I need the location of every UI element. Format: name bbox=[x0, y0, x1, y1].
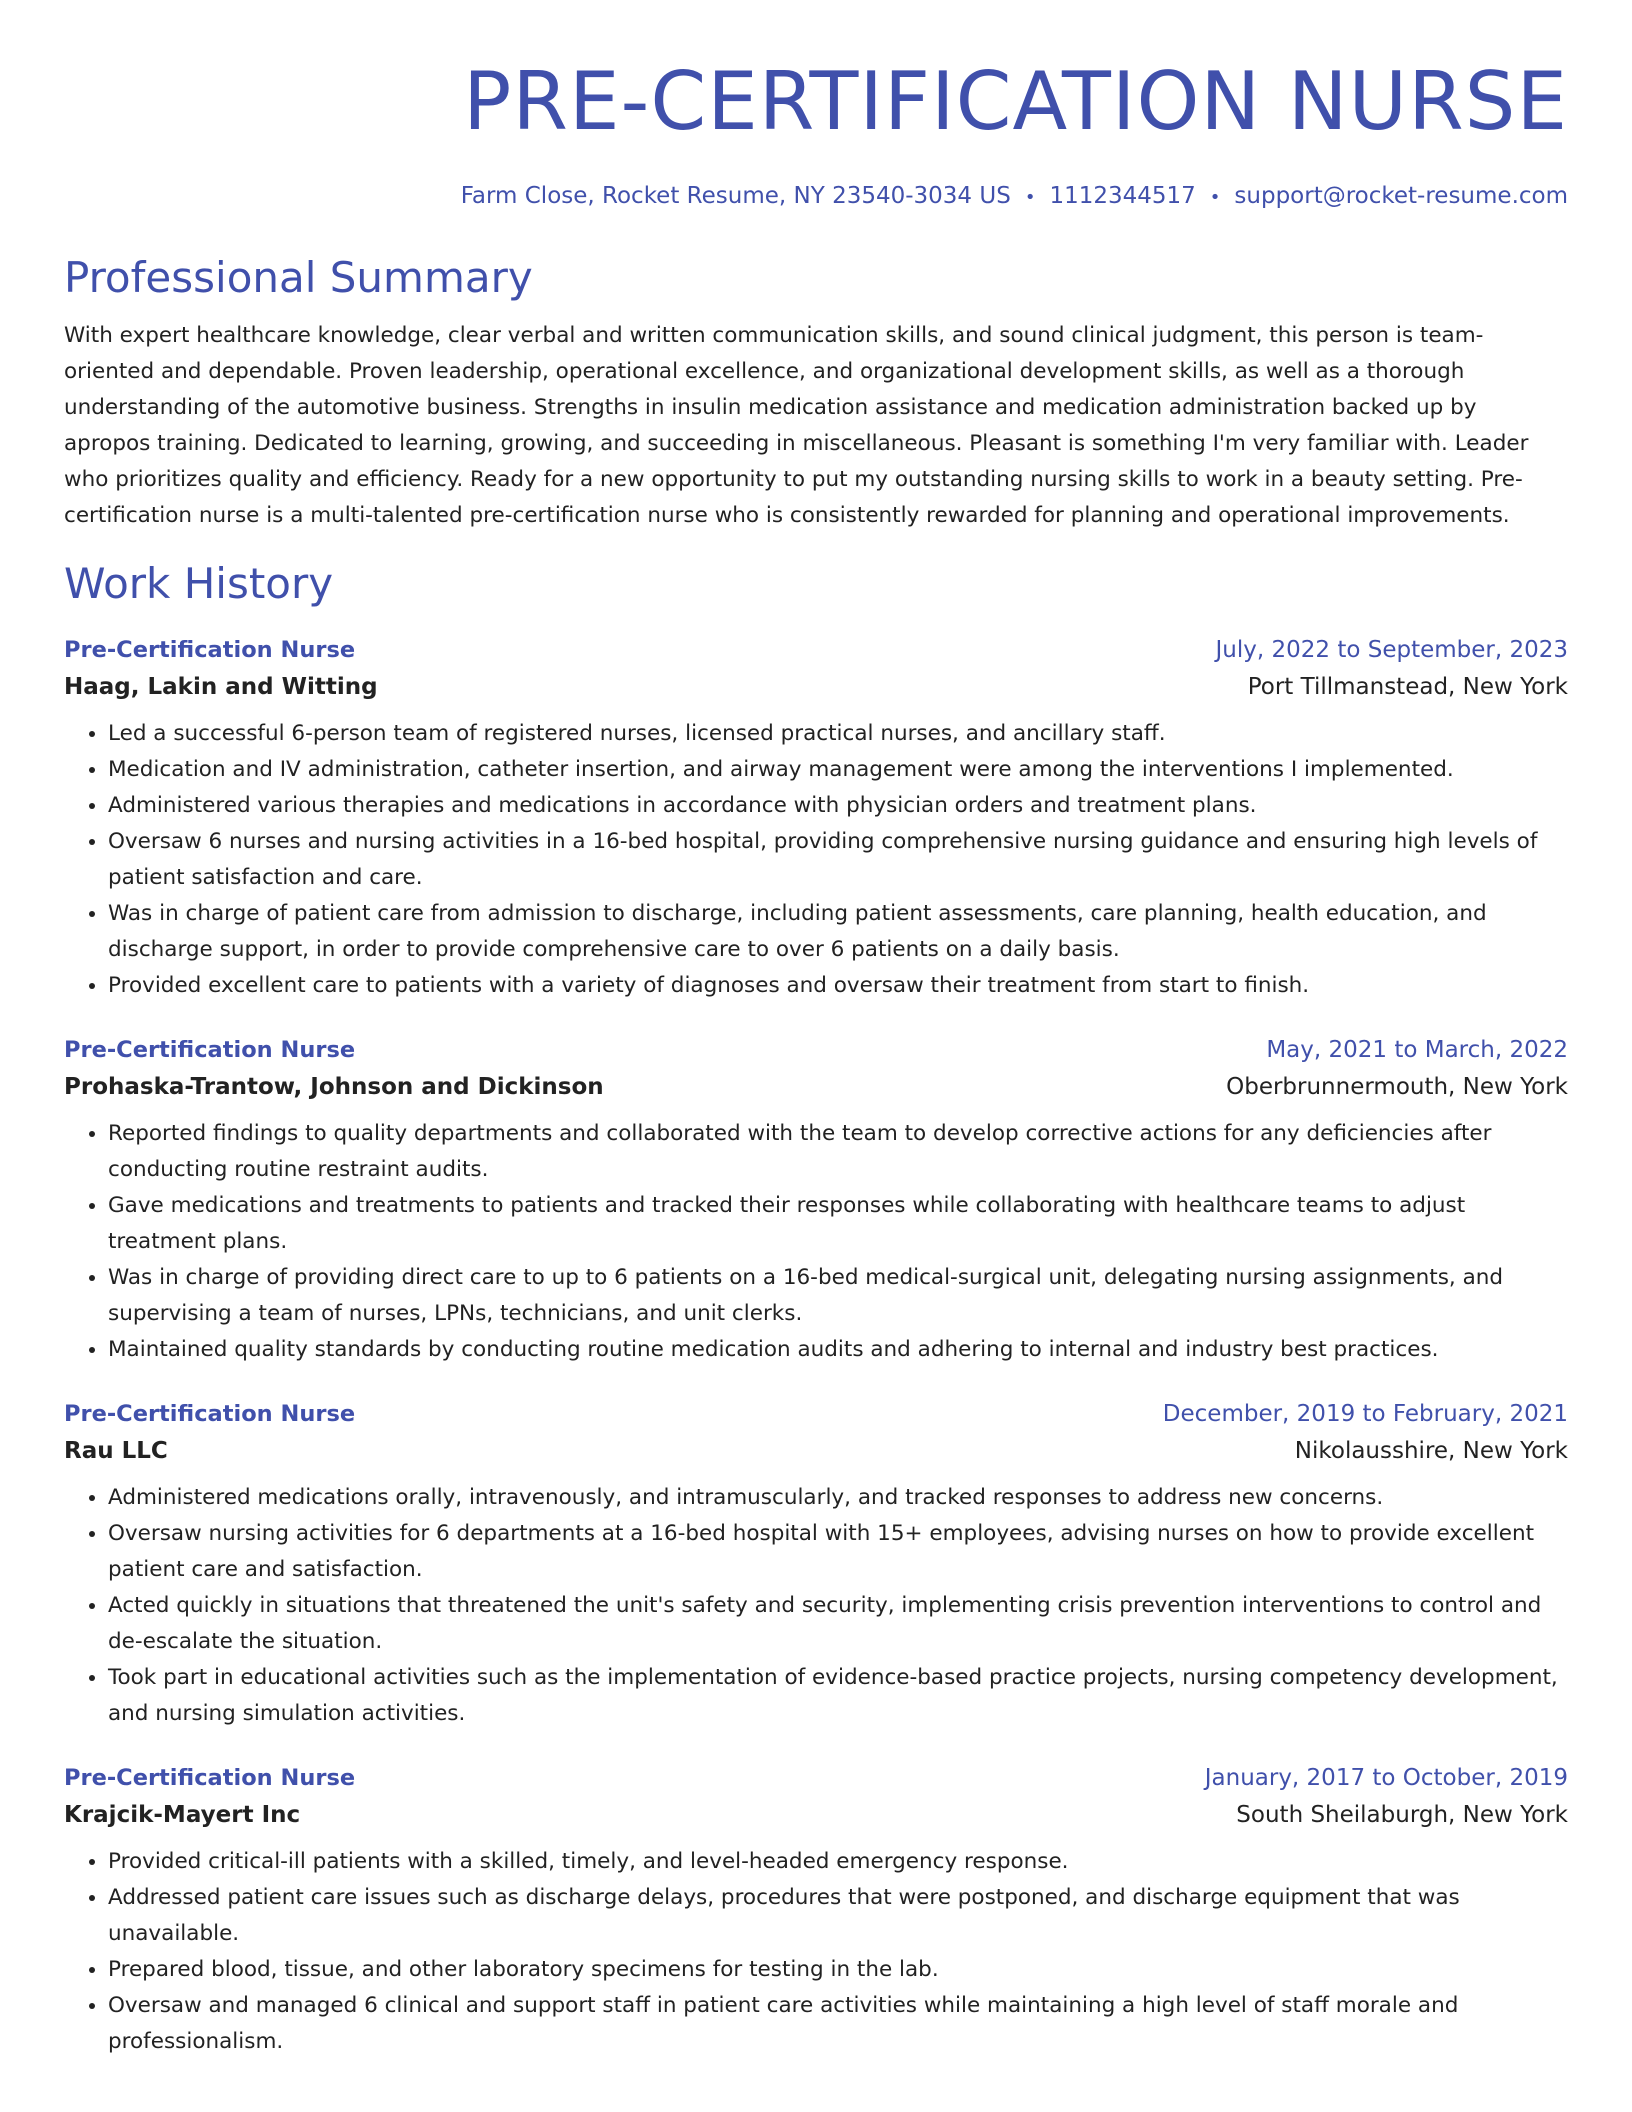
job-bullet: • Was in charge of providing direct care to up to 6 patients on a 16-bed medical-surgical unit, delegating nursing assignments, and supervising a team of nurses, LPNs, technicians, and unit clerks. bbox=[108, 1260, 1568, 1332]
job-company-row bbox=[64, 1068, 1568, 1106]
job-bullet: • Took part in educational activities such as the implementation of evidence-based practice projects, nursing competency development, and nursing simulation activities. bbox=[108, 1660, 1568, 1732]
job-bullet: • Oversaw and managed 6 clinical and support staff in patient care activities while maintaining a high level of staff morale and professionalism. bbox=[108, 1988, 1568, 2060]
job-title-row bbox=[64, 1032, 1568, 1068]
job-bullet: • Addressed patient care issues such as discharge delays, procedures that were postponed, and discharge equipment that was unavailable. bbox=[108, 1880, 1568, 1952]
job-bullet: • Acted quickly in situations that threatened the unit's safety and security, implementing crisis prevention interventions to control and de-escalate the situation. bbox=[108, 1588, 1568, 1660]
job-title: Pre-Certification Nurse bbox=[64, 1037, 356, 1063]
job-location: Port Tillmanstead, New York bbox=[1247, 674, 1568, 700]
job-company: Krajcik-Mayert Inc bbox=[64, 1802, 301, 1828]
job-dates: July, 2022 to September, 2023 bbox=[1215, 637, 1568, 663]
contact-line bbox=[64, 180, 1568, 214]
job-bullet: • Gave medications and treatments to patients and tracked their responses while collaborating with healthcare teams to adjust treatment plans. bbox=[108, 1188, 1568, 1260]
job-location: Nikolausshire, New York bbox=[1294, 1438, 1568, 1464]
job-bullet: • Oversaw nursing activities for 6 departments at a 16-bed hospital with 15+ employees, advising nurses on how to provide excellent patient care and satisfaction. bbox=[108, 1516, 1568, 1588]
job-dates: December, 2019 to February, 2021 bbox=[1162, 1401, 1568, 1427]
work-history-heading: Work History bbox=[64, 559, 334, 608]
candidate-title: PRE-CERTIFICATION NURSE bbox=[463, 55, 1568, 148]
job-bullet: • Reported findings to quality departments and collaborated with the team to develop corrective actions for any deficiencies after conducting routine restraint audits. bbox=[108, 1116, 1568, 1188]
job-title: Pre-Certification Nurse bbox=[64, 1401, 356, 1427]
job-bullet: • Led a successful 6-person team of registered nurses, licensed practical nurses, and ancillary staff. bbox=[108, 716, 1568, 752]
summary-text: With expert healthcare knowledge, clear verbal and written communication skills, and sound clinical judgment, this person is team-oriented and dependable. Proven leadership, operational excellence, and organizational development skills, as well as a thorough understanding of the automotive business. Strengths in insulin medication assistance and medication administration backed up by apropos training. Dedicated to learning, growing, and succeeding in miscellaneous. Pleasant is something I'm very familiar with. Leader who prioritizes quality and efficiency. Ready for a new opportunity to put my outstanding nursing skills to work in a beauty setting. Pre-certification nurse is a multi-talented pre-certification nurse who is consistently rewarded for planning and operational improvements. bbox=[64, 323, 1529, 528]
job-bullets bbox=[64, 1844, 1568, 2060]
job-bullet: • Provided excellent care to patients with a variety of diagnoses and oversaw their treatment from start to finish. bbox=[108, 968, 1568, 1004]
job-company-row bbox=[64, 1796, 1568, 1834]
job-company: Rau LLC bbox=[64, 1438, 168, 1464]
job-location: South Sheilaburgh, New York bbox=[1236, 1802, 1568, 1828]
job-company: Haag, Lakin and Witting bbox=[64, 674, 378, 700]
job-bullet: • Administered medications orally, intravenously, and intramuscularly, and tracked responses to address new concerns. bbox=[108, 1480, 1568, 1516]
job-bullets bbox=[64, 716, 1568, 1004]
job-entry bbox=[64, 1396, 1568, 1732]
job-company-row bbox=[64, 1432, 1568, 1470]
job-entry bbox=[64, 1032, 1568, 1368]
job-title: Pre-Certification Nurse bbox=[64, 637, 356, 663]
contact-address: Farm Close, Rocket Resume, NY 23540-3034 US bbox=[460, 183, 1011, 209]
resume-header bbox=[64, 0, 1568, 214]
job-bullet: • Oversaw 6 nurses and nursing activities in a 16-bed hospital, providing comprehensive nursing guidance and ensuring high levels of patient satisfaction and care. bbox=[108, 824, 1568, 896]
job-title-row bbox=[64, 1760, 1568, 1796]
job-bullet: • Maintained quality standards by conducting routine medication audits and adhering to internal and industry best practices. bbox=[108, 1332, 1568, 1368]
job-title-row bbox=[64, 1396, 1568, 1432]
summary-heading: Professional Summary bbox=[64, 253, 533, 302]
job-bullets bbox=[64, 1480, 1568, 1732]
job-bullet: • Prepared blood, tissue, and other laboratory specimens for testing in the lab. bbox=[108, 1952, 1568, 1988]
contact-email[interactable]: support@rocket-resume.com bbox=[1234, 183, 1568, 209]
job-entry bbox=[64, 632, 1568, 1004]
job-dates: May, 2021 to March, 2022 bbox=[1266, 1037, 1568, 1063]
contact-separator: • bbox=[1024, 187, 1036, 208]
job-entry bbox=[64, 1760, 1568, 2060]
job-bullet: • Medication and IV administration, catheter insertion, and airway management were among the interventions I implemented. bbox=[108, 752, 1568, 788]
job-bullet: • Was in charge of patient care from admission to discharge, including patient assessments, care planning, health education, and discharge support, in order to provide comprehensive care to over 6 patients on a daily basis. bbox=[108, 896, 1568, 968]
job-bullets bbox=[64, 1116, 1568, 1368]
job-location: Oberbrunnermouth, New York bbox=[1226, 1074, 1568, 1100]
contact-phone[interactable]: 1112344517 bbox=[1049, 183, 1196, 209]
job-company-row bbox=[64, 668, 1568, 706]
job-title-row bbox=[64, 632, 1568, 668]
job-title: Pre-Certification Nurse bbox=[64, 1765, 356, 1791]
job-dates: January, 2017 to October, 2019 bbox=[1204, 1765, 1568, 1791]
contact-separator: • bbox=[1209, 187, 1221, 208]
job-company: Prohaska-Trantow, Johnson and Dickinson bbox=[64, 1074, 604, 1100]
job-bullet: • Administered various therapies and medications in accordance with physician orders and treatment plans. bbox=[108, 788, 1568, 824]
job-bullet: • Provided critical-ill patients with a skilled, timely, and level-headed emergency response. bbox=[108, 1844, 1568, 1880]
